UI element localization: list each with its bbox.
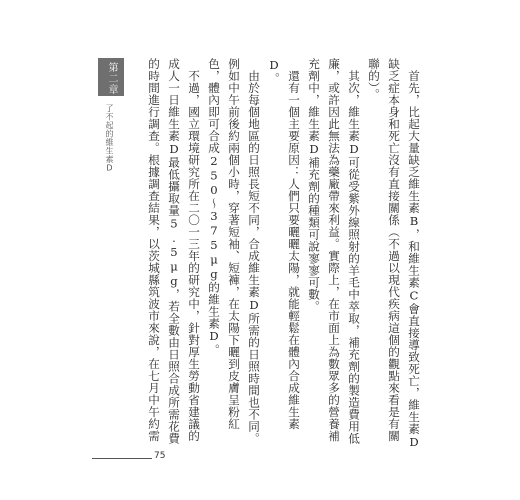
chapter-tab [98, 58, 124, 96]
body-text [142, 58, 424, 450]
paragraph: 不過，國立環境研究所在二〇一三年的研究中，針對厚生勞動省建議的成人一日維生素D最低攝取量5.5μg，若全數由日照合成所需花費的時間進行調查。根據調查結果，以茨城縣筑波市來說，在七月中午約需 [147, 58, 201, 445]
chapter-title: 了不起的維生素D [105, 104, 114, 173]
page-number: 75 [154, 451, 166, 461]
paragraph: 其次，維生素D可從受紫外線照射的羊毛中萃取，補充劑的製造費用低廉，或許因此無法為藥廠帶來利益。實際上，在市面上為數眾多的營養補充劑中，維生素D補充劑的種類可說寥寥可數。 [307, 58, 361, 444]
paragraph: 由於每個地區的日照長短不同，合成維生素D所需的日照時間也不同。例如中午前後約兩個小時，穿著短袖、短褲，在太陽下曬到皮膚呈粉紅色，體內即可合成250～375μg的維生素D。 [207, 58, 261, 444]
page-number-rule [92, 458, 152, 459]
paragraph: 首先，比起大量缺乏維生素B，和維生素C會直接導致死亡，維生素D缺乏症本身和死亡沒有直接關係（不過以現代疾病這個的觀點來看是有關聯的）。 [367, 58, 421, 449]
paragraph: 還有一個主要原因：人們只要曬曬太陽，就能輕鬆在體內合成維生素D。 [267, 58, 301, 430]
chapter-label: 第二章 [106, 62, 117, 95]
